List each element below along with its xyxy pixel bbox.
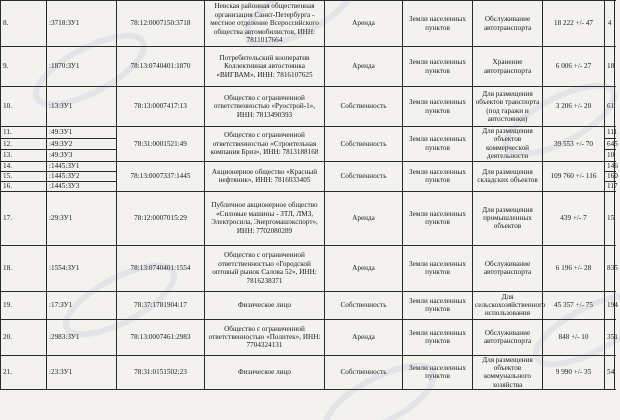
owner: Невская районная общественная организация Санкт-Петербурга - местное отделение Всероссийского общества автомобилистов, ИНН: 7811017664 [205, 1, 325, 47]
land-category: Земли населенных пунктов [403, 161, 473, 191]
parent-cadastral: 78:13:0007461:2983 [117, 319, 205, 355]
row-number: 14. [1, 161, 47, 171]
last-value: 54 [605, 355, 615, 390]
land-category: Земли населенных пунктов [403, 291, 473, 319]
last-value: 10 [605, 150, 615, 162]
area: 109 760 +/- 116 [543, 161, 605, 191]
table-row [1, 1, 615, 47]
row-number: 18. [1, 245, 47, 291]
permitted-use: Для размещения объектов коммерческой деятельности [473, 127, 543, 162]
land-category: Земли населенных пунктов [403, 1, 473, 47]
permitted-use: Для размещения складских объектов [473, 161, 543, 191]
land-category: Земли населенных пунктов [403, 319, 473, 355]
table-row [1, 245, 615, 291]
last-value: 835 [605, 245, 615, 291]
land-category: Земли населенных пунктов [403, 87, 473, 127]
permitted-use: Обслуживание автотранспорта [473, 1, 543, 47]
land-category: Земли населенных пунктов [403, 245, 473, 291]
area: 848 +/- 10 [543, 319, 605, 355]
cadastral-id: :2983:ЗУ1 [47, 319, 117, 355]
table-row [1, 291, 615, 319]
last-value: 4 [605, 1, 615, 47]
owner: Общество с ограниченной ответственностью «Городской оптовый рынок Салова 52», ИНН: 7816238371 [205, 245, 325, 291]
last-value: 351 [605, 319, 615, 355]
last-value: 18 [605, 47, 615, 87]
right-type: Собственность [325, 161, 403, 191]
row-number: 16. [1, 181, 47, 191]
owner: Общество с ограниченной ответственностью «Политек», ИНН: 7704324131 [205, 319, 325, 355]
row-number: 15. [1, 171, 47, 181]
right-type: Собственность [325, 355, 403, 390]
land-category: Земли населенных пунктов [403, 47, 473, 87]
permitted-use: Обслуживание автотранспорта [473, 319, 543, 355]
row-number: 17. [1, 191, 47, 245]
land-category: Земли населенных пунктов [403, 127, 473, 162]
area: 18 222 +/- 47 [543, 1, 605, 47]
row-number: 20. [1, 319, 47, 355]
right-type: Аренда [325, 47, 403, 87]
owner: Общество с ограниченной ответственностью «Руострой-1», ИНН: 7813490393 [205, 87, 325, 127]
table-row [1, 319, 615, 355]
cadastral-id: :1445:ЗУ1 [47, 161, 117, 171]
last-value: 117 [605, 181, 615, 191]
owner: Публичное акционерное общество «Силовые машины - ЗТЛ, ЛМЗ, Электросила, Энергомашэкспорт», ИНН: 7702080289 [205, 191, 325, 245]
cadastral-id: :23:ЗУ1 [47, 355, 117, 390]
parent-cadastral: 78:37:1781904:17 [117, 291, 205, 319]
cadastral-id: :1445:ЗУ2 [47, 171, 117, 181]
permitted-use: Для размещения промышленных объектов [473, 191, 543, 245]
cadastral-id: :1554:ЗУ1 [47, 245, 117, 291]
cadastral-id: :49:ЗУ1 [47, 127, 117, 139]
last-value: 146 [605, 161, 615, 171]
owner: Общество с ограниченной ответственностью «Строительная компания Бриз», ИНН: 7813188168 [205, 127, 325, 162]
right-type: Аренда [325, 245, 403, 291]
right-type: Собственность [325, 291, 403, 319]
cadastral-id: :1870:ЗУ1 [47, 47, 117, 87]
row-number: 10. [1, 87, 47, 127]
parent-cadastral: 78:12:0007150:3718 [117, 1, 205, 47]
parent-cadastral: 78:13:0740401:1870 [117, 47, 205, 87]
area: 6 006 +/- 27 [543, 47, 605, 87]
row-number: 9. [1, 47, 47, 87]
row-number: 12. [1, 138, 47, 150]
row-number: 8. [1, 1, 47, 47]
table-row [1, 191, 615, 245]
right-type: Аренда [325, 319, 403, 355]
last-value: 15 [605, 191, 615, 245]
owner: Потребительский кооператив Коллективная автостоянка «ВИГВАМ», ИНН: 7816107625 [205, 47, 325, 87]
cadastral-id: :49:ЗУ2 [47, 138, 117, 150]
last-value: 645 [605, 138, 615, 150]
area: 45 357 +/- 75 [543, 291, 605, 319]
table-row [1, 161, 615, 171]
parent-cadastral: 78:31:0151502:23 [117, 355, 205, 390]
row-number: 13. [1, 150, 47, 162]
last-value: 61 [605, 87, 615, 127]
area: 6 196 +/- 28 [543, 245, 605, 291]
row-number: 21. [1, 355, 47, 390]
parent-cadastral: 78:13:0007417:13 [117, 87, 205, 127]
right-type: Аренда [325, 191, 403, 245]
permitted-use: Хранение автотранспорта [473, 47, 543, 87]
cadastral-id: :3718:ЗУ1 [47, 1, 117, 47]
right-type: Аренда [325, 1, 403, 47]
parent-cadastral: 78:31:0001521:49 [117, 127, 205, 162]
cadastral-id: :17:ЗУ1 [47, 291, 117, 319]
table-row [1, 47, 615, 87]
cadastral-id: :1445:ЗУ3 [47, 181, 117, 191]
cadastral-id: :49:ЗУ3 [47, 150, 117, 162]
area: 39 553 +/- 70 [543, 127, 605, 162]
row-number: 11. [1, 127, 47, 139]
permitted-use: Для размещения объектов транспорта (под гаражи и автостоянки) [473, 87, 543, 127]
table-row [1, 355, 615, 390]
last-value: 194 [605, 291, 615, 319]
last-value: 111 [605, 127, 615, 139]
right-type: Собственность [325, 87, 403, 127]
permitted-use: Обслуживание автотранспорта [473, 245, 543, 291]
area: 439 +/- 7 [543, 191, 605, 245]
parent-cadastral: 78:13:0007337:1445 [117, 161, 205, 191]
cadastral-id: :13:ЗУ1 [47, 87, 117, 127]
land-category: Земли населенных пунктов [403, 355, 473, 390]
table-row [1, 87, 615, 127]
area: 9 990 +/- 35 [543, 355, 605, 390]
last-value: 160 [605, 171, 615, 181]
owner: Физическое лицо [205, 355, 325, 390]
row-number: 19. [1, 291, 47, 319]
cadastral-id: :29:ЗУ1 [47, 191, 117, 245]
parent-cadastral: 78:12:0007015:29 [117, 191, 205, 245]
land-category: Земли населенных пунктов [403, 191, 473, 245]
permitted-use: Для размещения объектов коммунального хозяйства [473, 355, 543, 390]
permitted-use: Для сельскохозяйственного использования [473, 291, 543, 319]
owner: Физическое лицо [205, 291, 325, 319]
right-type: Собственность [325, 127, 403, 162]
table-row [1, 127, 615, 139]
owner: Акционерное общество «Красный нефтяник», ИНН: 7816033405 [205, 161, 325, 191]
parent-cadastral: 78:13:0740401:1554 [117, 245, 205, 291]
area: 3 206 +/- 20 [543, 87, 605, 127]
